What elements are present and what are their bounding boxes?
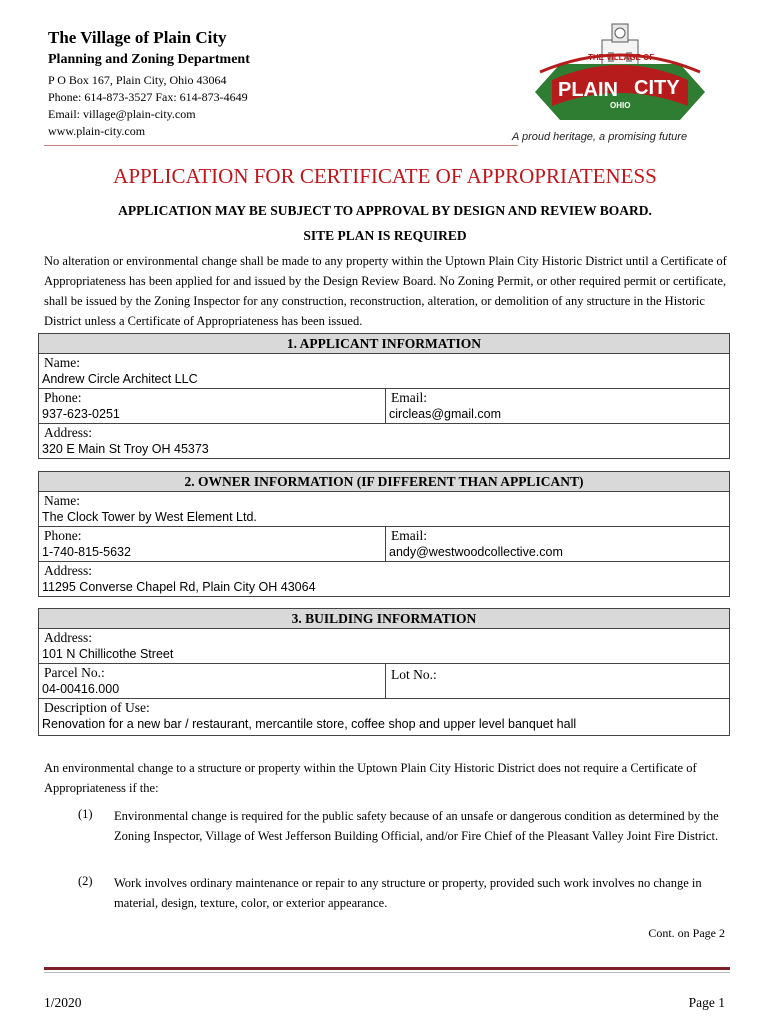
owner-address-label: Address: [44,563,92,578]
owner-address-value: 11295 Converse Chapel Rd, Plain City OH 43064 [42,580,316,594]
use-description-label: Description of Use: [44,700,150,715]
village-title: The Village of Plain City [48,28,227,47]
applicant-name-field[interactable] [38,353,730,389]
logo-state: OHIO [610,101,631,110]
logo-left-word: PLAIN [558,79,618,101]
continued-note: Cont. on Page 2 [648,926,725,940]
applicant-email-field[interactable] [385,388,730,424]
header-divider [44,145,518,146]
exemption-2-number: (2) [78,874,93,888]
applicant-email-value: circleas@gmail.com [389,407,502,421]
parcel-number-label: Parcel No.: [44,665,105,680]
logo-top-text: THE VILLAGE OF [588,53,655,62]
owner-section-heading: 2. OWNER INFORMATION (IF DIFFERENT THAN APPLICANT) [38,471,730,492]
exemption-intro: An environmental change to a structure or property within the Uptown Plain City Historic District does not require a Certificate of Appropriateness if the: [44,761,697,795]
owner-address-field[interactable] [38,561,730,597]
logo-tagline: A proud heritage, a promising future [512,131,688,143]
applicant-email-label: Email: [391,390,427,405]
exemption-2-text: Work involves ordinary maintenance or repair to any structure or property, provided such work involves no change in material, design, texture, color, or exterior appearance. [114,876,702,910]
building-address-label: Address: [44,630,92,645]
applicant-address-field[interactable] [38,423,730,459]
applicant-address-value: 320 E Main St Troy OH 45373 [42,442,209,456]
use-description-value: Renovation for a new bar / restaurant, mercantile store, coffee shop and upper level banquet hall [42,717,577,731]
site-plan-notice: SITE PLAN IS REQUIRED [303,228,467,243]
footer-divider-shadow [44,972,730,973]
owner-phone-field[interactable] [38,526,386,562]
plain-city-logo [530,20,710,130]
applicant-name-value: Andrew Circle Architect LLC [42,372,198,386]
department-name: Planning and Zoning Department [48,52,250,67]
applicant-address-label: Address: [44,425,92,440]
owner-email-label: Email: [391,528,427,543]
owner-email-field[interactable] [385,526,730,562]
applicant-section-heading: 1. APPLICANT INFORMATION [38,333,730,354]
building-address-field[interactable] [38,628,730,664]
lot-number-field[interactable] [385,663,730,699]
applicant-phone-label: Phone: [44,390,82,405]
building-address-value: 101 N Chillicothe Street [42,647,174,661]
owner-name-field[interactable] [38,491,730,527]
owner-name-value: The Clock Tower by West Element Ltd. [42,510,257,524]
applicant-phone-field[interactable] [38,388,386,424]
exemption-1-text: Environmental change is required for the public safety because of an unsafe or dangerous condition as determined by the Zoning Inspector, Village of West Jefferson Building Official, and/or Fire Chief of the Pleasant Valley Joint Fire District. [114,809,719,843]
revision-date: 1/2020 [44,995,82,1010]
mailing-address: P O Box 167, Plain City, Ohio 43064 [48,73,227,87]
applicant-phone-value: 937-623-0251 [42,407,120,421]
intro-paragraph: No alteration or environmental change shall be made to any property within the Uptown Plain City Historic District until a Certificate of Appropriateness has been applied for and issued by the Design Review Board. No Zoning Permit, or other required permit or certificate, shall be issued by the Zoning Inspector for any construction, reconstruction, alteration, or demolition of any structure in the Historic District unless a Certificate of Appropriateness has been issued. [44,254,727,328]
logo-right-word: CITY [634,77,680,99]
use-description-field[interactable] [38,698,730,736]
footer-divider [44,967,730,970]
building-section-heading: 3. BUILDING INFORMATION [38,608,730,629]
owner-name-label: Name: [44,493,80,508]
owner-phone-value: 1-740-815-5632 [42,545,131,559]
phone-fax: Phone: 614-873-3527 Fax: 614-873-4649 [48,90,248,104]
parcel-number-field[interactable] [38,663,386,699]
exemption-1-number: (1) [78,807,93,821]
parcel-number-value: 04-00416.000 [42,682,120,696]
approval-notice: APPLICATION MAY BE SUBJECT TO APPROVAL BY DESIGN AND REVIEW BOARD. [118,203,652,218]
page-number: Page 1 [688,995,725,1010]
applicant-name-label: Name: [44,355,80,370]
lot-number-label: Lot No.: [391,667,437,682]
form-title: APPLICATION FOR CERTIFICATE OF APPROPRIATENESS [113,164,657,188]
owner-email-value: andy@westwoodcollective.com [389,545,563,559]
contact-email: Email: village@plain-city.com [48,107,196,121]
website-link[interactable]: www.plain-city.com [48,124,146,138]
owner-phone-label: Phone: [44,528,82,543]
